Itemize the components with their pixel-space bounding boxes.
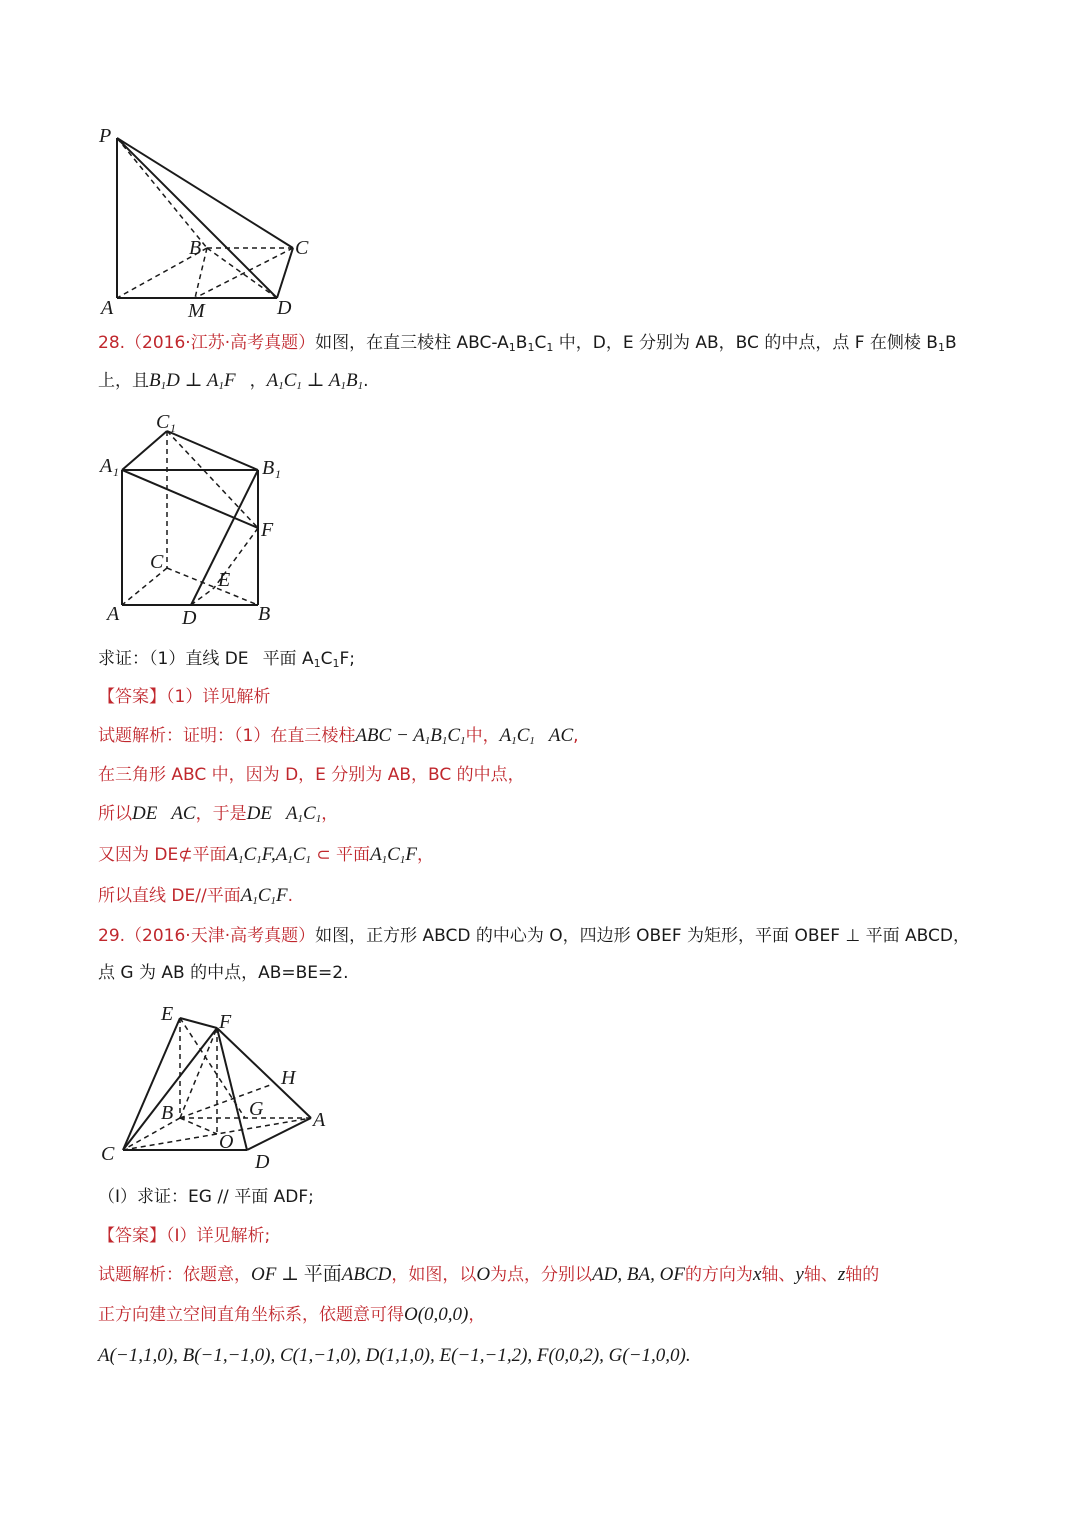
label-b: B <box>189 237 202 259</box>
label-g: G <box>249 1098 264 1120</box>
label-a: A <box>101 297 114 319</box>
q29-coordinates: A(−1,1,0), B(−1,−1,0), C(1,−1,0), D(1,1,0), E(−1,−1,2), F(0,0,2), G(−1,0,0). <box>98 1345 691 1366</box>
q28-question-1: 求证：（1）直线 DE 平面 $A_1C_1F$; <box>98 649 355 670</box>
label-e: E <box>218 569 231 591</box>
q28-solution-line4: 又因为 DE⊄平面$A_1C_1F,A_1C_1$ ⊂ 平面$A_1C_1F$， <box>98 844 434 866</box>
answer-tag: 【答案】 <box>98 687 166 707</box>
label-m: M <box>188 300 205 322</box>
q29-number: 29. <box>98 926 126 946</box>
q28-condition-2: $A_1C_1$ ⊥ $A_1B_1$ <box>266 370 364 392</box>
label-b: B <box>161 1102 174 1124</box>
label-d: D <box>277 297 292 319</box>
label-d: D <box>255 1151 270 1173</box>
label-c: C <box>295 237 309 259</box>
figure-obef <box>95 998 345 1178</box>
q28-stem-line1: 28.（2016·江苏·高考真题）如图，在直三棱柱 ABC-$A_1B_1C_1$ 中，D，E 分别为 AB，BC 的中点，点 F 在侧棱 $B_1B$ <box>98 333 957 354</box>
q29-stem-line2: 点 G 为 AB 的中点，AB=BE=2. <box>98 963 349 983</box>
q28-solution-line1: 试题解析：证明：（1）在直三棱柱ABC − $A_1B_1C_1$中，$A_1C_1$ AC, <box>98 725 579 747</box>
q29-solution-line1: 试题解析：依题意，OF ⊥ 平面ABCD，如图，以O为点，分别以AD, BA, OF的方向为x轴、y轴、z轴的 <box>98 1264 880 1285</box>
q28-condition-1: $B_1D$ ⊥ $A_1F$ <box>149 370 236 392</box>
label-f: F <box>261 519 274 541</box>
label-a: A <box>107 603 120 625</box>
q28-stem-b: 中，D，E 分别为 AB，BC 的中点，点 F 在侧棱 B <box>553 333 938 353</box>
label-c1: C <box>156 411 170 433</box>
label-o: O <box>219 1131 234 1153</box>
label-e: E <box>161 1003 174 1025</box>
label-c: C <box>150 551 164 573</box>
label-a1: A <box>100 455 113 477</box>
figure-pyramid-pabcd <box>95 120 325 320</box>
label-c: C <box>101 1143 115 1165</box>
label-f: F <box>219 1011 232 1033</box>
q28-stem-line2: 上，且$B_1D$ ⊥ $A_1F$ ，$A_1C_1$ ⊥ $A_1B_1$. <box>98 370 369 392</box>
label-b1: B <box>262 457 275 479</box>
q28-answer: 【答案】（1）详见解析 <box>98 687 271 707</box>
label-d: D <box>182 607 197 629</box>
q28-solution-line3: 所以DE AC，于是DE $A_1C_1$， <box>98 803 339 825</box>
q29-source: （2016·天津·高考真题） <box>125 926 316 946</box>
q28-solution-line5: 所以直线 DE//平面$A_1C_1F$. <box>98 885 294 907</box>
q29-answer: 【答案】（Ⅰ）详见解析; <box>98 1226 271 1246</box>
q29-question-1: （Ⅰ）求证：EG // 平面 ADF; <box>98 1187 314 1207</box>
q28-source: （2016·江苏·高考真题） <box>125 333 316 353</box>
label-a: A <box>313 1109 326 1131</box>
answer-tag: 【答案】 <box>98 1226 166 1246</box>
svg-text:1: 1 <box>113 465 119 479</box>
label-b: B <box>258 603 271 625</box>
figure-prism <box>95 408 295 628</box>
q29-stem-line1: 29.（2016·天津·高考真题）如图，正方形 ABCD 的中心为 O，四边形 OBEF 为矩形，平面 OBEF ⊥ 平面 ABCD， <box>98 926 970 946</box>
svg-text:1: 1 <box>170 421 176 435</box>
q29-solution-line2: 正方向建立空间直角坐标系，依题意可得O(0,0,0)， <box>98 1304 486 1325</box>
svg-text:1: 1 <box>275 467 281 481</box>
q28-number: 28. <box>98 333 126 353</box>
label-p: P <box>99 125 112 147</box>
q28-stem-a: 如图，在直三棱柱 ABC-A <box>315 333 509 353</box>
label-h: H <box>281 1067 296 1089</box>
q28-solution-line2: 在三角形 ABC 中，因为 D，E 分别为 AB，BC 的中点， <box>98 765 525 785</box>
